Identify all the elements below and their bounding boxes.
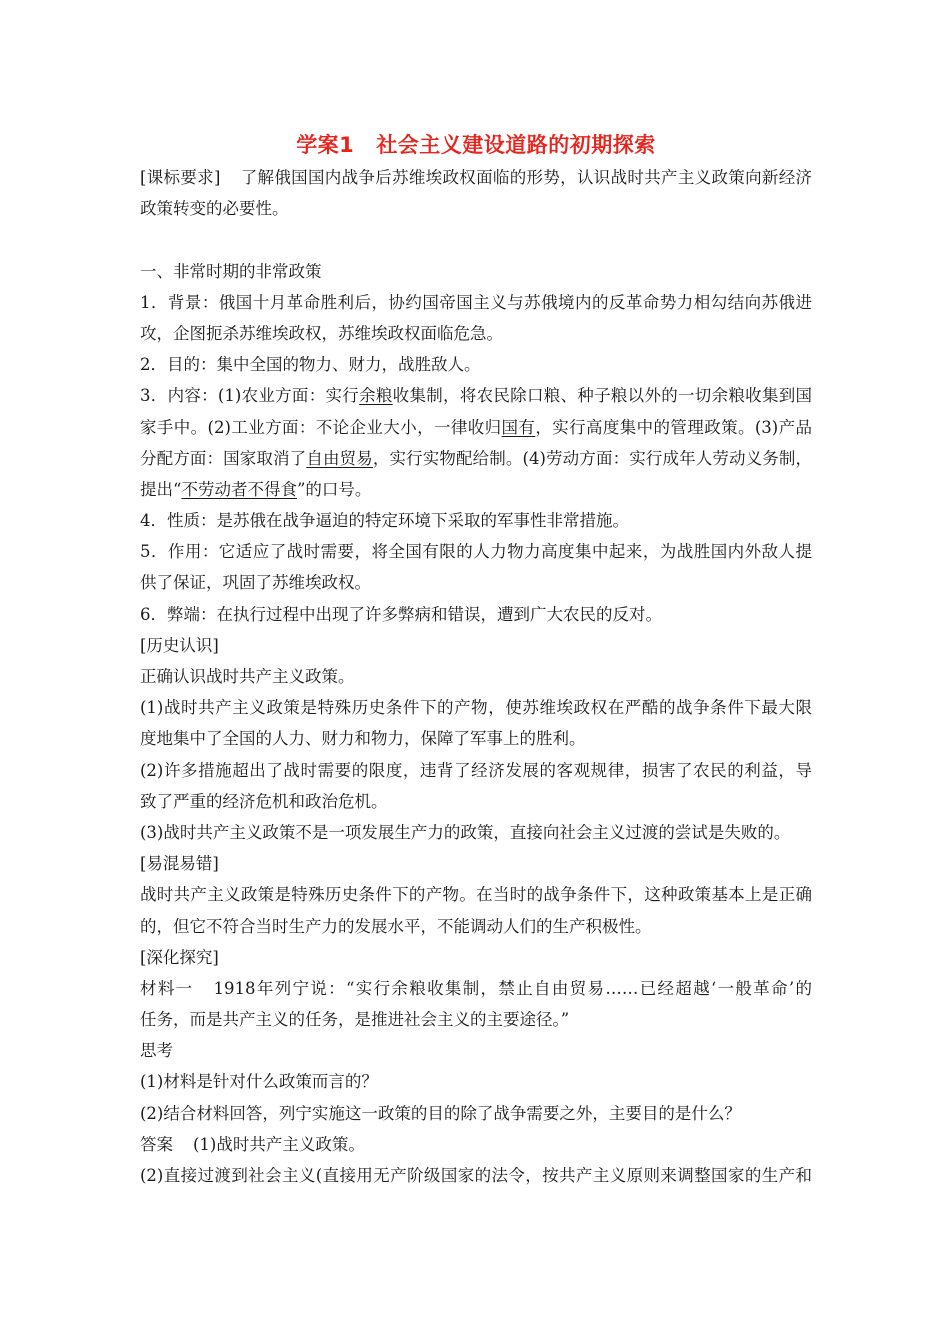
underlined-term: 国有 [501, 417, 536, 437]
answer-text: (1)战时共产主义政策。 [193, 1134, 365, 1154]
document-page [140, 128, 812, 1191]
effect-line-1: 5．作用：它适应了战时需要，将全国有限的人力物力高度集中起来，为战胜国内外敌人提 [140, 542, 812, 562]
explore-label: [深化探究] [140, 947, 219, 967]
kebiao-label: [课标要求] [140, 168, 221, 187]
content-text: 3．内容：(1)农业方面：实行 [140, 386, 360, 406]
kebiao-line-2: 政策转变的必要性。 [140, 199, 289, 219]
nature-line: 4．性质：是苏俄在战争逼迫的特定环境下采取的军事性非常措施。 [140, 511, 629, 531]
content-line-2 [140, 412, 812, 443]
effect-line-2: 供了保证，巩固了苏维埃政权。 [140, 573, 371, 593]
answer-line-2: (2)直接过渡到社会主义(直接用无产阶级国家的法令，按共产主义原则来调整国家的生产和 [140, 1166, 812, 1185]
confuse-line-2: 的，但它不符合当时生产力的发展水平，不能调动人们的生产积极性。 [140, 916, 652, 936]
material-prefix: 材料一 [140, 978, 194, 998]
title-main: 社会主义建设道路的初期探索 [376, 133, 656, 157]
background-line-1: 1．背景：俄国十月革命胜利后，协约国帝国主义与苏俄境内的反革命势力相勾结向苏俄进 [140, 292, 812, 312]
kebiao-text-1: 了解俄国国内战争后苏维埃政权面临的形势，认识战时共产主义政策向新经济 [240, 168, 813, 187]
confuse-label: [易混易错] [140, 854, 219, 874]
history-point-1-line-2: 度地集中了全国的人力、财力和物力，保障了军事上的胜利。 [140, 729, 586, 749]
underlined-term: 不劳动者不得食 [181, 479, 297, 499]
page-title [140, 128, 812, 162]
goal-line: 2．目的：集中全国的物力、财力，战胜敌人。 [140, 355, 481, 375]
content-line-1 [140, 380, 812, 411]
content-text: 提出“ [140, 479, 182, 499]
content-text: 分配方面：国家取消了 [140, 448, 307, 468]
section-heading: 一、非常时期的非常政策 [140, 261, 322, 281]
content-text: ，实行高度集中的管理政策。(3)产品 [535, 417, 813, 437]
question-2: (2)结合材料回答，列宁实施这一政策的目的除了战争需要之外，主要目的是什么？ [140, 1103, 741, 1123]
title-prefix: 学案1 [296, 133, 355, 157]
underlined-term: 自由贸易 [306, 448, 373, 468]
history-point-1-line-1: (1)战时共产主义政策是特殊历史条件下的产物，使苏维埃政权在严酷的战争条件下最大限 [140, 698, 812, 718]
think-label: 思考 [140, 1041, 173, 1061]
history-label: [历史认识] [140, 635, 219, 655]
content-text: 家手中。(2)工业方面：不论企业大小，一律收归 [140, 417, 502, 437]
material-1-line-1 [140, 973, 812, 1004]
answer-prefix: 答案 [140, 1134, 173, 1154]
content-text: 收集制，将农民除口粮、种子粮以外的一切余粮收集到国 [392, 386, 813, 406]
underlined-term: 余粮 [359, 386, 393, 406]
history-point-3: (3)战时共产主义政策不是一项发展生产力的政策，直接向社会主义过渡的尝试是失败的。 [140, 822, 791, 842]
content-line-3 [140, 443, 812, 474]
kebiao-line-1 [140, 162, 812, 193]
background-line-2: 攻，企图扼杀苏维埃政权，苏维埃政权面临危急。 [140, 323, 503, 343]
material-text: 1918年列宁说：“实行余粮收集制，禁止自由贸易……已经超越‘一般革命’的 [213, 978, 813, 998]
history-intro: 正确认识战时共产主义政策。 [140, 667, 355, 686]
material-1-line-2: 任务，而是共产主义的任务，是推进社会主义的主要途径。” [140, 1010, 570, 1030]
answer-line-1 [140, 1129, 812, 1160]
content-text: ”的口号。 [296, 479, 372, 499]
drawback-line: 6．弊端：在执行过程中出现了许多弊病和错误，遭到广大农民的反对。 [140, 604, 662, 624]
content-line-4 [140, 474, 812, 505]
question-1: (1)材料是针对什么政策而言的？ [140, 1072, 378, 1092]
history-point-2-line-1: (2)许多措施超出了战时需要的限度，违背了经济发展的客观规律，损害了农民的利益，导 [140, 760, 812, 780]
confuse-line-1: 战时共产主义政策是特殊历史条件下的产物。在当时的战争条件下，这种政策基本上是正确 [140, 885, 812, 905]
history-point-2-line-2: 致了严重的经济危机和政治危机。 [140, 791, 388, 811]
content-text: ，实行实物配给制。(4)劳动方面：实行成年人劳动义务制， [372, 448, 813, 468]
